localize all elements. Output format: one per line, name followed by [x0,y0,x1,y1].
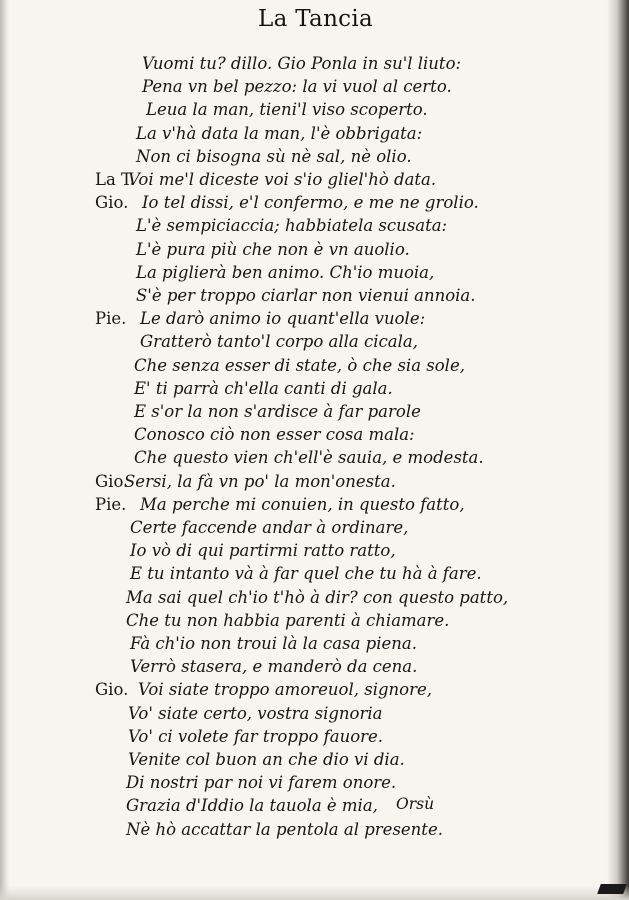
verse-line [0,562,629,586]
verse-text: L'è sempiciaccia; habbiatela scusata: [136,216,448,236]
verse-text: Venite col buon an che dio vi dia. [128,750,405,769]
verse-text: E' ti parrà ch'ella canti di gala. [134,378,393,398]
verse-text: L'è pura più che non è vn auolio. [136,239,410,259]
verse-line [0,470,629,494]
speaker-label: Pie. [95,494,127,514]
verse-line [0,794,629,818]
verse-line [0,725,629,749]
verse-line [0,261,629,285]
verse-line [0,586,629,610]
verse-line [0,609,629,633]
verse-line [0,307,629,331]
verse-text: Ma perche mi conuien, in questo fatto, [140,494,465,514]
verse-text: Grazia d'Iddio la tauola è mia, [126,796,378,816]
corner-ink-mark [597,884,627,894]
page-bottom-shadow [0,886,629,900]
verse-line [0,702,629,726]
catchword: Orsù [396,795,435,813]
verse-text: E s'or la non s'ardisce à far parole [134,402,421,421]
verse-text: Gratterò tanto'l corpo alla cicala, [140,332,418,352]
speaker-label: Gio. [95,193,129,213]
speaker-label: La T. [95,170,135,189]
verse-line [0,748,629,772]
verse-line [0,238,629,262]
verse-text: S'è per troppo ciarlar non vienui annoia. [136,286,476,305]
verse-line [0,214,629,238]
verse-line [0,516,629,540]
verse-text: Certe faccende andar à ordinare, [130,518,409,537]
verse-text: E tu intanto và à far quel che tu hà à fare. [130,564,482,584]
verse-text: Ma sai quel ch'io t'hò à dir? con questo patto, [126,587,509,607]
verse-text: Fà ch'io non troui là la casa piena. [130,634,417,653]
verse-text: Vo' ci volete far troppo fauore. [128,726,384,746]
verse-text: Leua la man, tieni'l viso scoperto. [146,100,428,120]
verse-line [0,539,629,563]
verse-text: Che senza esser di state, ò che sia sole, [134,355,465,375]
verse-text: Verrò stasera, e manderò da cena. [130,657,418,677]
verse-text: Non ci bisogna sù nè sal, nè olio. [136,146,412,166]
verse-text: Vuomi tu? dillo. Gio Ponla in su'l liuto: [142,54,462,73]
verse-line [0,632,629,656]
verse-text: Voi siate troppo amoreuol, signore, [138,680,432,700]
verse-line [0,655,629,679]
verse-text: Voi me'l diceste voi s'io gliel'hò data. [128,170,437,189]
verse-line [0,168,629,192]
verse-text: Sersi, la fà vn po' la mon'onesta. [124,471,396,491]
verse-line [0,771,629,795]
verse-text: Nè hò accattar la pentola al presente. [126,819,443,839]
verse-line [0,98,629,122]
verse-line [0,446,629,470]
verse-text: Io tel dissi, e'l confermo, e me ne grolio. [142,193,479,213]
verse-text: Che questo vien ch'ell'è sauia, e modesta. [134,448,484,468]
verse-text: Che tu non habbia parenti à chiamare. [126,610,450,630]
speaker-label: Gio. [95,471,129,491]
verse-line [0,493,629,517]
verse-line [0,354,629,378]
verse-line [0,52,629,76]
verse-line [0,377,629,401]
running-head: La Tancia [258,6,374,32]
verse-line [0,122,629,146]
verse-text: Le darò animo io quant'ella vuole: [140,309,426,329]
verse-text: Pena vn bel pezzo: la vi vuol al certo. [142,77,452,97]
verse-line [0,400,629,424]
verse-line [0,818,629,842]
verse-line [0,678,629,702]
verse-text: Conosco ciò non esser cosa mala: [134,425,415,445]
verse-line [0,145,629,169]
speaker-label: Pie. [95,309,127,329]
verse-text: Vo' siate certo, vostra signoria [128,703,383,723]
verse-text: Io vò di qui partirmi ratto ratto, [130,541,396,561]
verse-text: La v'hà data la man, l'è obbrigata: [136,123,423,143]
verse-line [0,75,629,99]
verse-line [0,191,629,215]
verse-line [0,423,629,447]
verse-text: Di nostri par noi vi farem onore. [126,773,397,793]
verse-line [0,330,629,354]
verse-text: La piglierà ben animo. Ch'io muoia, [136,262,435,282]
speaker-label: Gio. [95,680,129,700]
verse-line [0,284,629,308]
